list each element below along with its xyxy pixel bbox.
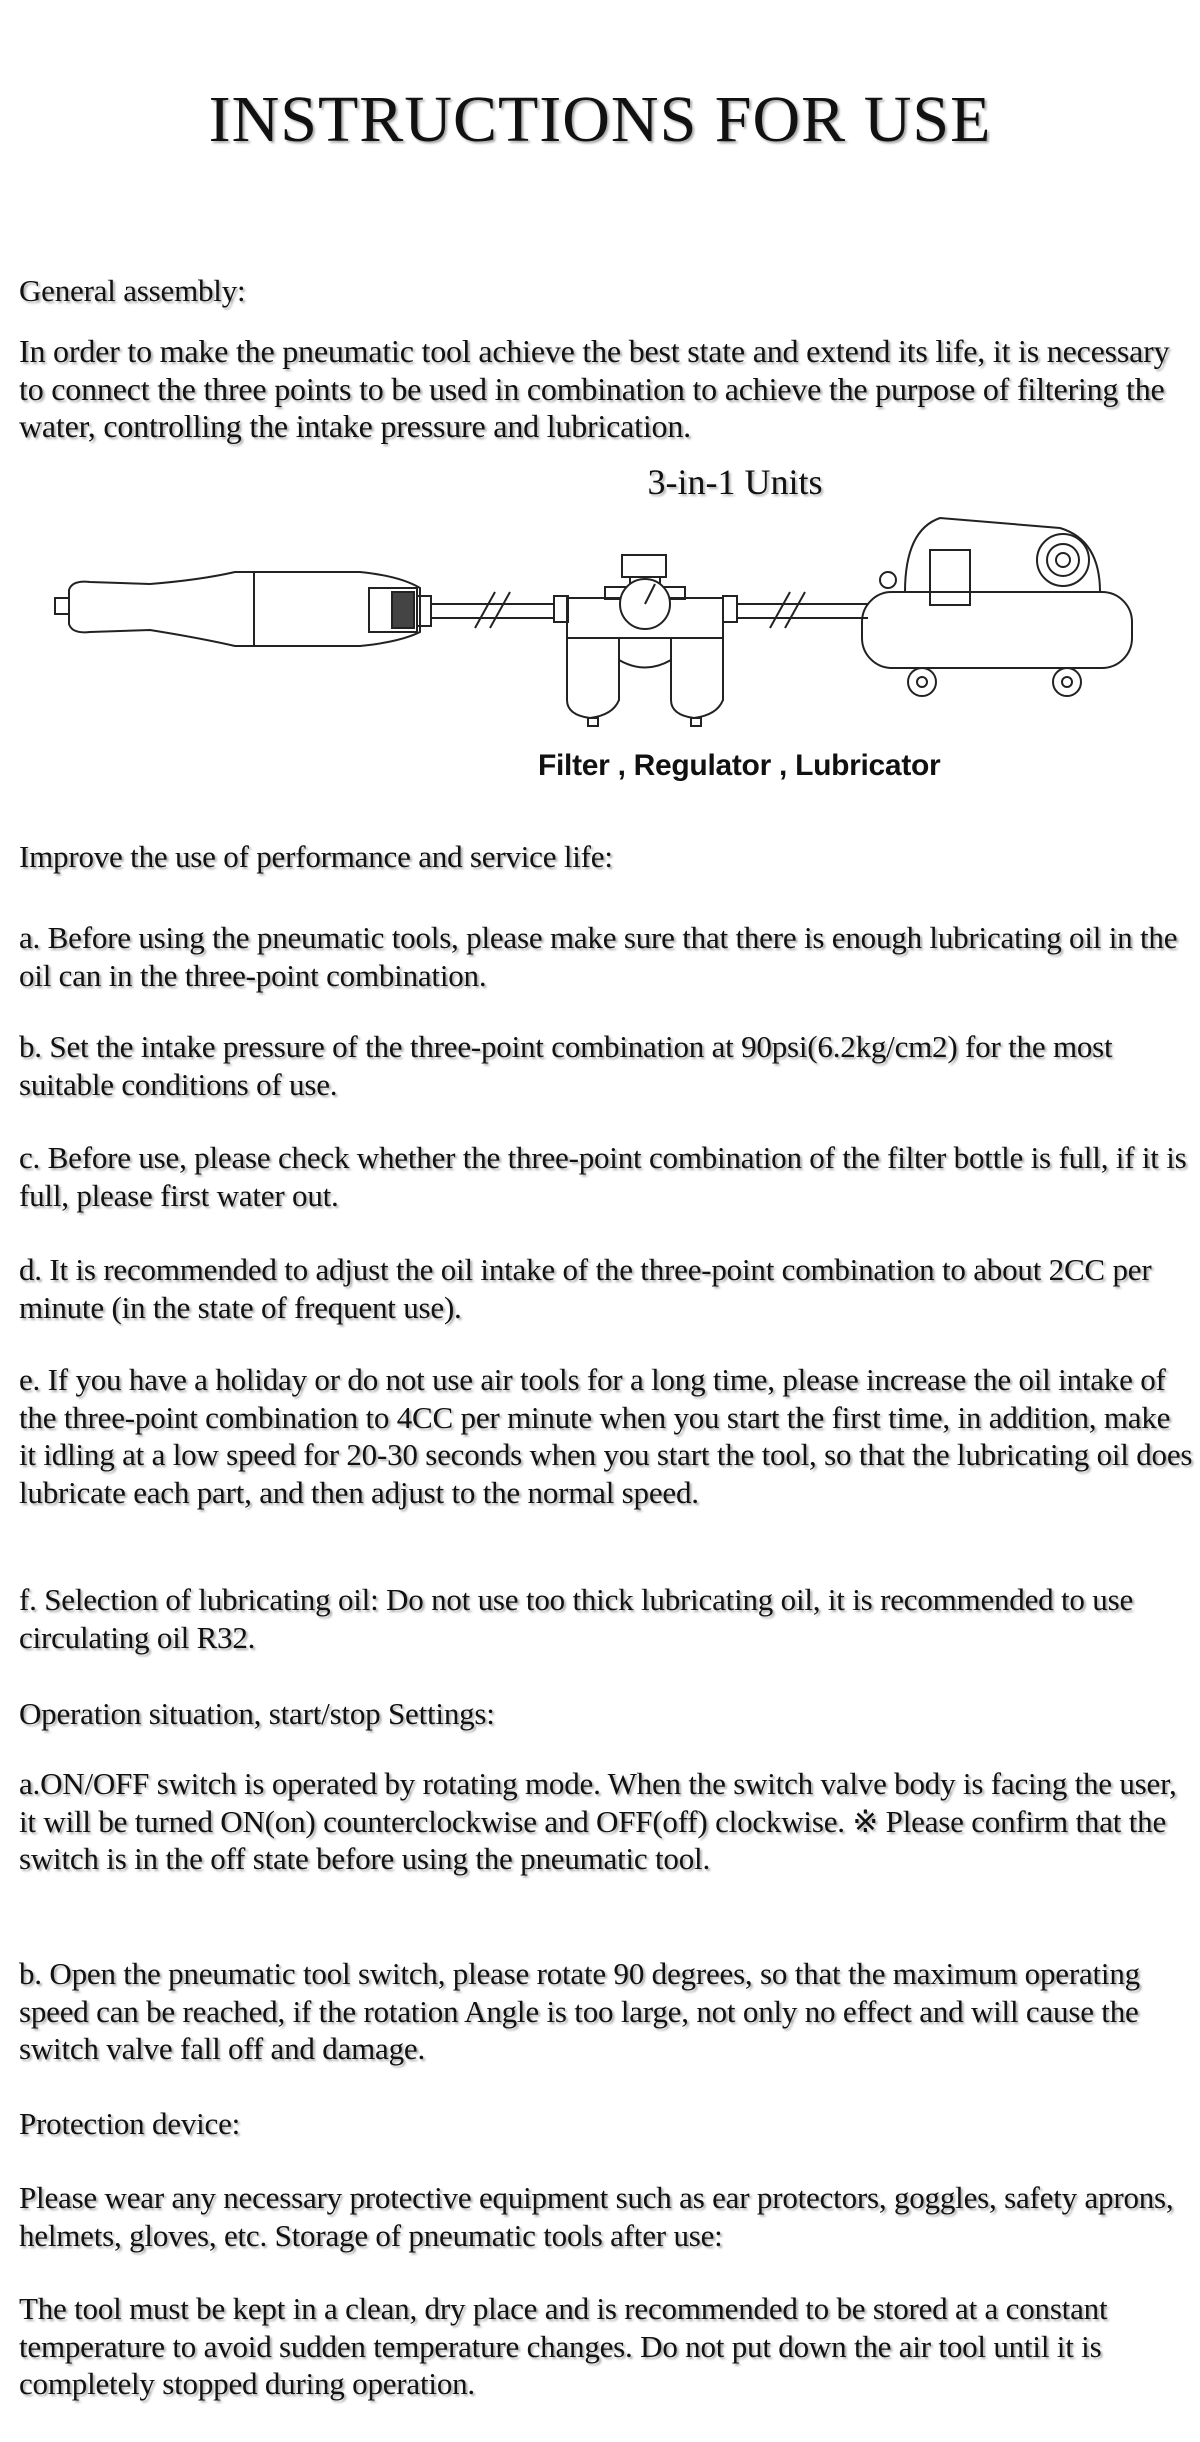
- pneumatic-tool-illustration: [55, 572, 431, 646]
- improve-item-b: b. Set the intake pressure of the three-point combination at 90psi(6.2kg/cm2) for the most suitable conditions of use.: [19, 1029, 1113, 1102]
- air-compressor-illustration: [862, 518, 1132, 696]
- operation-item-a: a.ON/OFF switch is operated by rotating mode. When the switch valve body is facing the user, it will be turned ON(on) counterclockwise and OFF(off) clockwise. ※ Please confirm that the switch is in the off state before using the pneumatic tool.: [19, 1766, 1177, 1876]
- diagram-caption: Filter , Regulator , Lubricator: [538, 749, 941, 782]
- improve-heading: Improve the use of performance and service life:: [19, 839, 613, 874]
- general-assembly-heading: General assembly:: [19, 273, 246, 308]
- page-title: INSTRUCTIONS FOR USE: [208, 83, 992, 156]
- improve-item-c: c. Before use, please check whether the three-point combination of the filter bottle is full, if it is full, please first water out.: [19, 1140, 1187, 1213]
- protection-item-storage: The tool must be kept in a clean, dry place and is recommended to be stored at a constant temperature to avoid sudden temperature changes. Do not put down the air tool until it is completely stopped during operation.: [19, 2291, 1108, 2401]
- improve-item-f: f. Selection of lubricating oil: Do not use too thick lubricating oil, it is recommended to use circulating oil R32.: [19, 1582, 1133, 1655]
- improve-item-e: e. If you have a holiday or do not use air tools for a long time, please increase the oil intake of the three-point combination to 4CC per minute when you start the first time, in addition, make it idling at a low speed for 20-30 seconds when you start the tool, so that the lubricating oil does lubricate each part, and then adjust to the normal speed.: [19, 1362, 1193, 1510]
- frl-diagram: [0, 500, 1200, 740]
- filter-regulator-lubricator-illustration: [554, 555, 737, 726]
- units-label: 3-in-1 Units: [647, 462, 823, 502]
- operation-heading: Operation situation, start/stop Settings:: [19, 1696, 495, 1731]
- improve-item-d: d. It is recommended to adjust the oil intake of the three-point combination to about 2CC per minute (in the state of frequent use).: [19, 1252, 1152, 1325]
- operation-item-b: b. Open the pneumatic tool switch, please rotate 90 degrees, so that the maximum operating speed can be reached, if the rotation Angle is too large, not only no effect and will cause the switch valve fall off and damage.: [19, 1956, 1140, 2066]
- general-assembly-text: In order to make the pneumatic tool achieve the best state and extend its life, it is necessary to connect the three points to be used in combination to achieve the purpose of filtering the water, controlling the intake pressure and lubrication.: [19, 333, 1170, 444]
- protection-heading: Protection device:: [19, 2106, 241, 2141]
- protection-item-equipment: Please wear any necessary protective equipment such as ear protectors, goggles, safety aprons, helmets, gloves, etc. Storage of pneumatic tools after use:: [19, 2180, 1174, 2253]
- improve-item-a: a. Before using the pneumatic tools, please make sure that there is enough lubricating oil in the oil can in the three-point combination.: [19, 920, 1178, 993]
